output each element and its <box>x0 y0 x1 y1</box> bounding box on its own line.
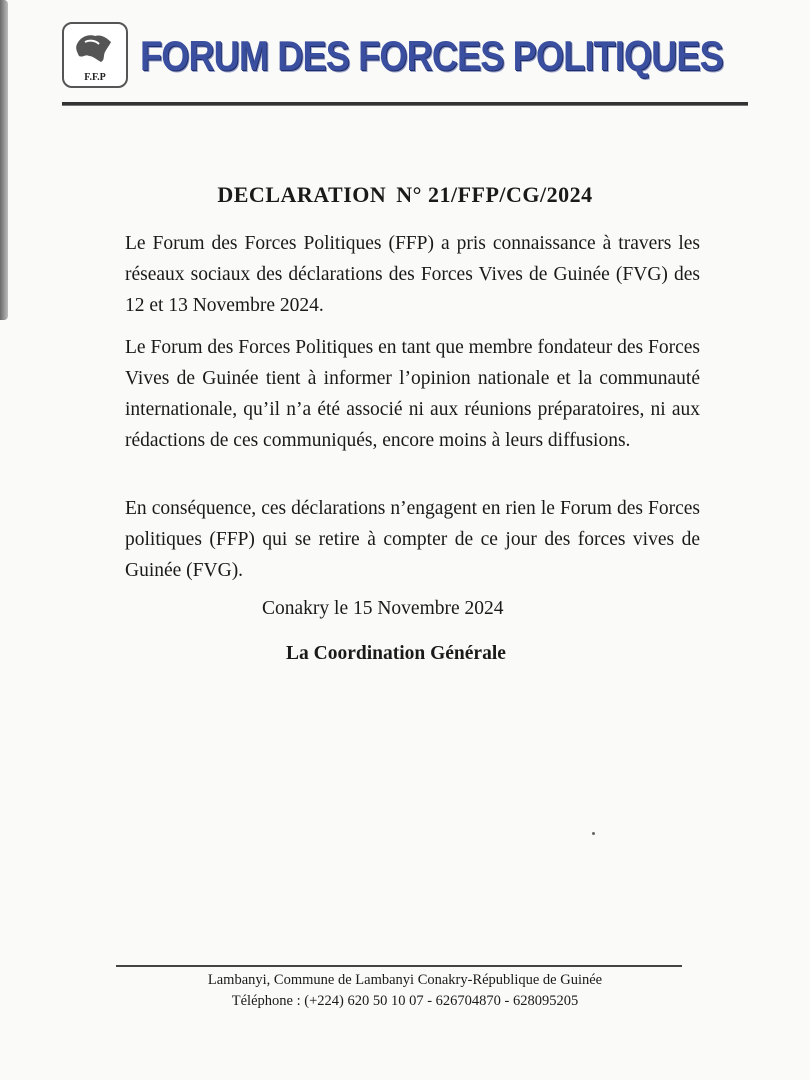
footer-address: Lambanyi, Commune de Lambanyi Conakry-République de Guinée <box>207 972 603 988</box>
signature: La Coordination Générale <box>286 643 506 664</box>
declaration-number: N° 21/FFP/CG/2024 <box>396 182 593 207</box>
letterhead <box>62 22 750 112</box>
footer-divider <box>116 965 682 967</box>
guinea-map-icon <box>73 30 115 68</box>
paragraph-2: Le Forum des Forces Politiques en tant que membre fondateur des Forces Vives de Guinée tient à informer l’opinion nationale et la communauté internationale, qu’il n’a été associé ni aux réunions préparatoires, ni aux rédactions de ces communiqués, encore moins à leurs diffusions. <box>125 337 700 451</box>
footer-phone: Téléphone : (+224) 620 50 10 07 - 626704870 - 628095205 <box>231 993 579 1009</box>
paper-speck <box>592 832 595 835</box>
declaration-title <box>0 182 810 208</box>
place-date: Conakry le 15 Novembre 2024 <box>262 598 504 619</box>
header-divider <box>62 102 748 106</box>
declaration-label: DECLARATION <box>217 182 387 207</box>
logo-caption: F.F.P <box>84 72 106 83</box>
scroll-edge <box>0 0 8 320</box>
paragraph-3: En conséquence, ces déclarations n’engagent en rien le Forum des Forces politiques (FFP) qui se retire à compter de ce jour des forces vives de Guinée (FVG). <box>125 498 700 581</box>
paragraph-1: Le Forum des Forces Politiques (FFP) a pris connaissance à travers les réseaux sociaux des déclarations des Forces Vives de Guinée (FVG) des 12 et 13 Novembre 2024. <box>125 233 700 316</box>
ffp-logo <box>62 22 128 88</box>
organization-name: FORUM DES FORCES POLITIQUES <box>140 32 723 79</box>
